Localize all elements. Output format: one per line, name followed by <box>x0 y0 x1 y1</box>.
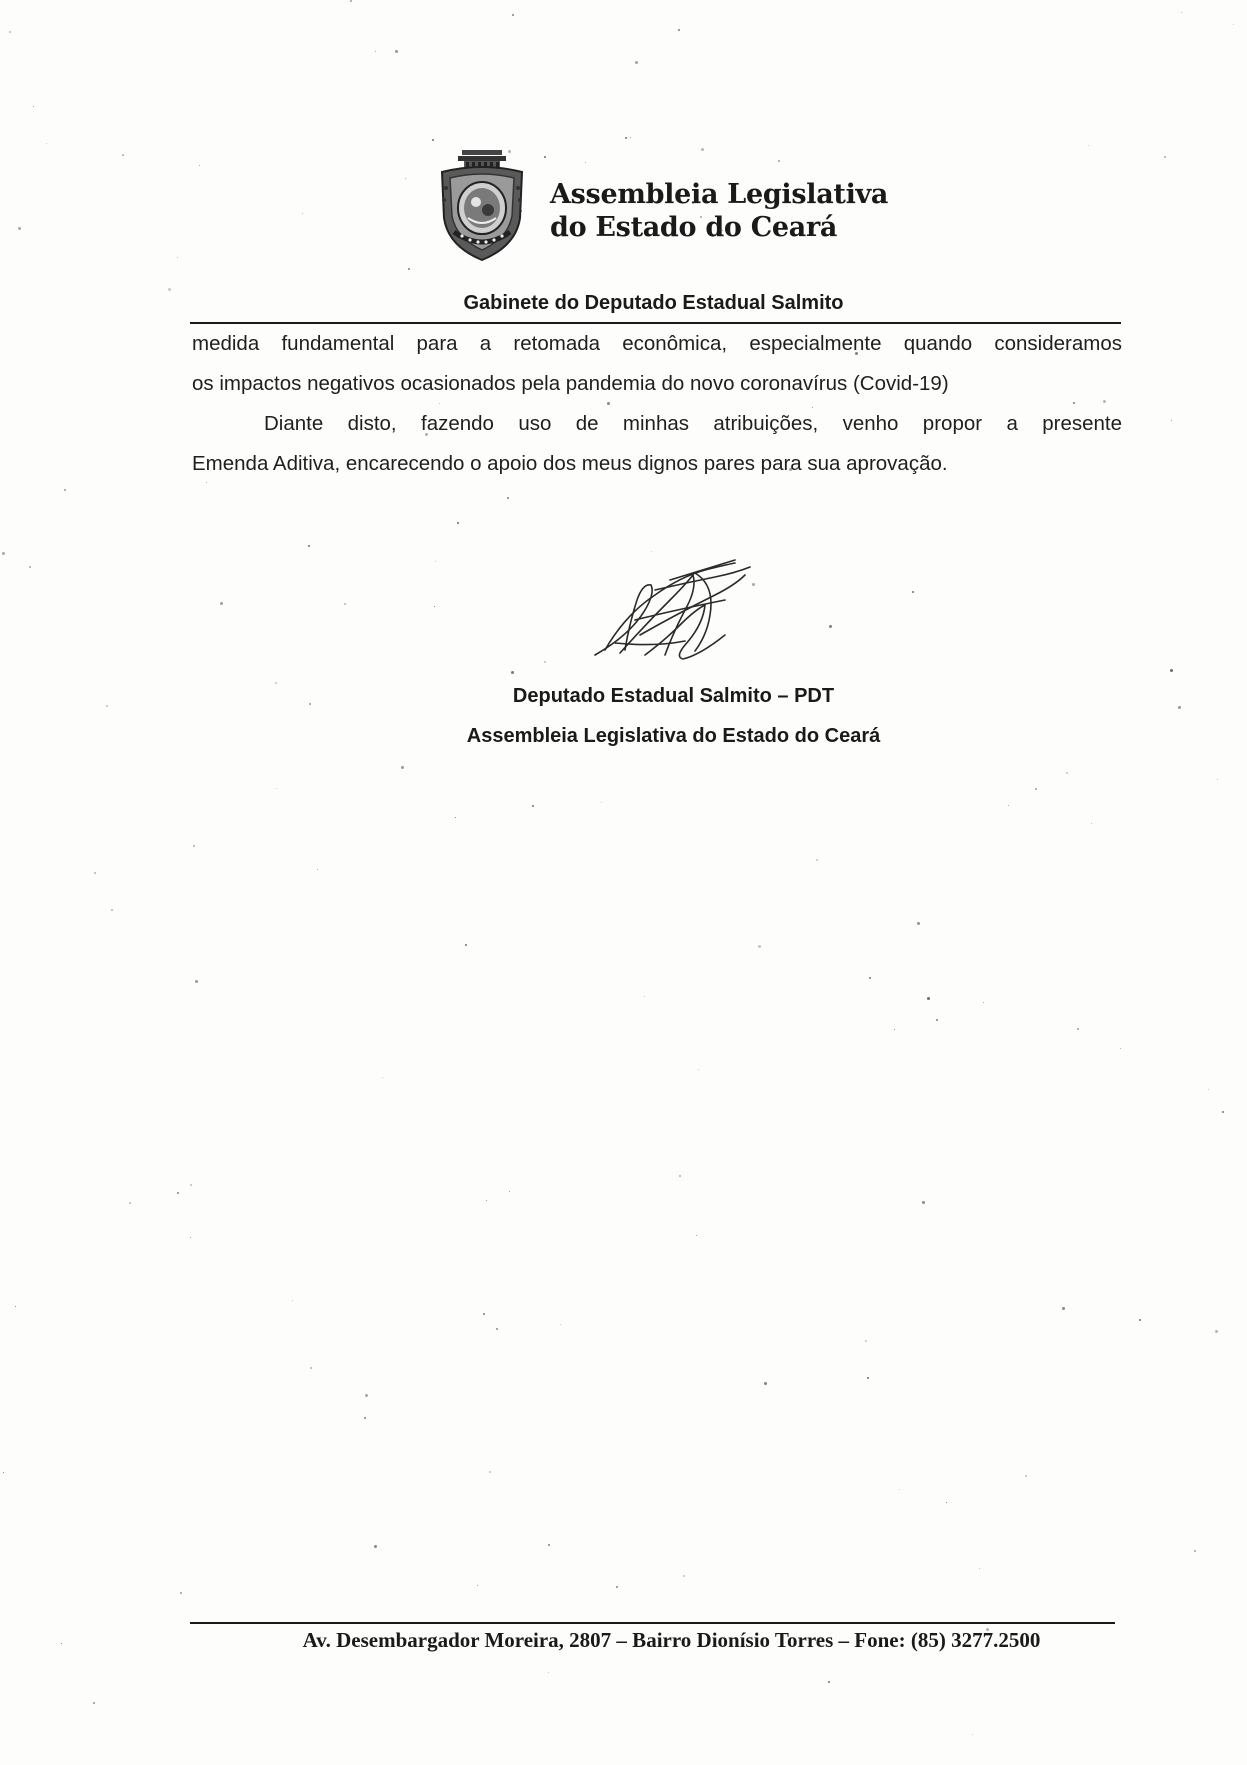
scan-speck <box>678 29 680 31</box>
scan-speck <box>758 945 761 948</box>
scan-speck <box>1164 156 1166 158</box>
scan-speck <box>455 817 456 818</box>
scan-speck <box>489 1471 491 1473</box>
scan-speck <box>922 1201 925 1204</box>
scan-speck <box>122 154 124 156</box>
scan-speck <box>93 1702 95 1704</box>
scan-speck <box>496 1328 498 1330</box>
scan-speck <box>946 1502 947 1503</box>
scan-speck <box>401 766 404 769</box>
scan-speck <box>512 14 514 16</box>
scan-speck <box>2 552 5 555</box>
scan-speck <box>33 106 34 107</box>
scan-speck <box>1181 12 1182 13</box>
scan-speck <box>190 1184 192 1186</box>
scan-speck <box>696 1235 697 1236</box>
body-line: os impactos negativos ocasionados pela pandemia do novo coronavírus (Covid-19) <box>192 372 949 395</box>
scan-speck <box>317 869 318 870</box>
scan-speck <box>867 1377 869 1379</box>
body-line: medida fundamental para a retomada econômica, especialmente quando consideramos <box>192 332 1122 355</box>
letterhead <box>432 148 892 268</box>
scan-speck <box>477 1585 478 1586</box>
scan-speck <box>507 497 509 499</box>
scan-speck <box>435 561 436 562</box>
scan-speck <box>936 1019 938 1021</box>
scan-speck <box>1170 669 1173 672</box>
scan-speck <box>1008 805 1009 806</box>
signatory-institution: Assembleia Legislativa do Estado do Ceará <box>466 725 881 747</box>
scan-speck <box>395 50 398 53</box>
scan-speck <box>344 603 346 605</box>
scan-speck <box>1215 1330 1218 1333</box>
scan-speck <box>486 1200 487 1201</box>
scan-speck <box>408 268 410 270</box>
scan-speck <box>679 1175 681 1177</box>
scan-speck <box>168 288 171 291</box>
scan-speck <box>894 1029 895 1030</box>
scan-speck <box>560 1324 561 1325</box>
handwritten-signature <box>585 555 765 665</box>
scan-speck <box>111 909 113 911</box>
scan-speck <box>405 178 406 179</box>
scan-speck <box>374 1545 377 1548</box>
scan-speck <box>869 977 871 979</box>
scan-speck <box>364 1417 366 1419</box>
scan-speck <box>193 845 195 847</box>
scan-speck <box>457 522 459 524</box>
scan-speck <box>651 551 652 552</box>
scan-speck <box>828 1681 830 1683</box>
scan-speck <box>616 1586 618 1588</box>
scan-speck <box>308 545 310 547</box>
scan-speck <box>190 1237 191 1238</box>
scan-speck <box>532 805 534 807</box>
scan-speck <box>18 227 21 230</box>
scan-speck <box>199 165 200 166</box>
scan-speck <box>630 137 631 138</box>
scan-speck <box>816 859 818 861</box>
scan-speck <box>1233 24 1234 25</box>
scan-speck <box>177 1192 179 1194</box>
body-line: Diante disto, fazendo uso de minhas atribuições, venho propor a presente <box>264 412 1122 435</box>
body-line: Emenda Aditiva, encarecendo o apoio dos meus dignos pares para sua aprovação. <box>192 452 948 475</box>
scan-speck <box>1222 1111 1224 1113</box>
scan-speck <box>683 1575 685 1577</box>
scan-speck <box>625 137 627 139</box>
scan-speck <box>1217 779 1218 780</box>
scan-speck <box>302 213 303 214</box>
scan-speck <box>483 1313 485 1315</box>
signature-block <box>0 676 1247 756</box>
scan-speck <box>3 1472 4 1473</box>
scan-speck <box>548 1672 549 1673</box>
scan-speck <box>276 788 277 789</box>
scan-speck <box>465 944 467 946</box>
scan-speck <box>635 61 638 64</box>
scan-speck <box>195 980 198 983</box>
scan-speck <box>1091 823 1092 824</box>
scan-speck <box>94 872 96 874</box>
scan-speck <box>917 922 920 925</box>
scan-speck <box>1088 145 1089 146</box>
scan-speck <box>927 997 930 1000</box>
scan-speck <box>979 1568 980 1569</box>
scan-speck <box>1208 1089 1209 1090</box>
office-heading: Gabinete do Deputado Estadual Salmito <box>463 292 844 314</box>
scan-speck <box>375 51 376 52</box>
scan-speck <box>1120 1048 1121 1049</box>
scan-speck <box>177 257 178 258</box>
scan-speck <box>829 625 832 628</box>
scan-speck <box>764 1382 767 1385</box>
scan-speck <box>1066 772 1068 774</box>
scan-speck <box>544 661 546 663</box>
scan-speck <box>180 1592 182 1594</box>
coat-of-arms-icon <box>432 148 532 266</box>
scan-speck <box>15 1306 16 1307</box>
body-text <box>192 324 1122 484</box>
signatory-name: Deputado Estadual Salmito – PDT <box>512 685 835 707</box>
scan-speck <box>129 1202 131 1204</box>
scan-speck <box>644 996 645 997</box>
scan-speck <box>511 671 514 674</box>
scan-speck <box>9 31 11 33</box>
scan-speck <box>432 139 434 141</box>
scan-speck <box>350 0 352 2</box>
scan-speck <box>434 606 435 607</box>
scan-speck <box>1025 1475 1027 1477</box>
scan-speck <box>983 1002 984 1003</box>
scan-speck <box>865 1340 867 1342</box>
scan-speck <box>29 566 31 568</box>
organization-name <box>550 178 888 244</box>
scan-speck <box>1139 1319 1141 1321</box>
scan-speck <box>292 1300 293 1301</box>
scan-speck <box>548 1544 550 1546</box>
scan-speck <box>899 1489 900 1490</box>
scan-speck <box>46 143 47 144</box>
scan-speck <box>64 489 66 491</box>
scan-speck <box>1194 1550 1196 1552</box>
scan-speck <box>601 802 602 803</box>
scan-speck <box>509 1191 510 1192</box>
footer-divider <box>190 1622 1115 1624</box>
scan-speck <box>382 1077 383 1078</box>
scan-speck <box>220 602 223 605</box>
organization-name-line-2: do Estado do Ceará <box>550 212 838 243</box>
footer-address: Av. Desembargador Moreira, 2807 – Bairro Dionísio Torres – Fone: (85) 3277.2500 <box>302 1628 1041 1652</box>
scan-speck <box>1062 1307 1065 1310</box>
scan-speck <box>972 1734 973 1735</box>
scan-speck <box>310 1367 312 1369</box>
scan-speck <box>912 591 914 593</box>
organization-name-line-1: Assembleia Legislativa <box>550 179 889 210</box>
scan-speck <box>1035 788 1037 790</box>
scan-speck <box>1171 420 1172 421</box>
scan-speck <box>1077 1028 1079 1030</box>
scan-speck <box>365 1394 368 1397</box>
scan-speck <box>698 1069 699 1070</box>
